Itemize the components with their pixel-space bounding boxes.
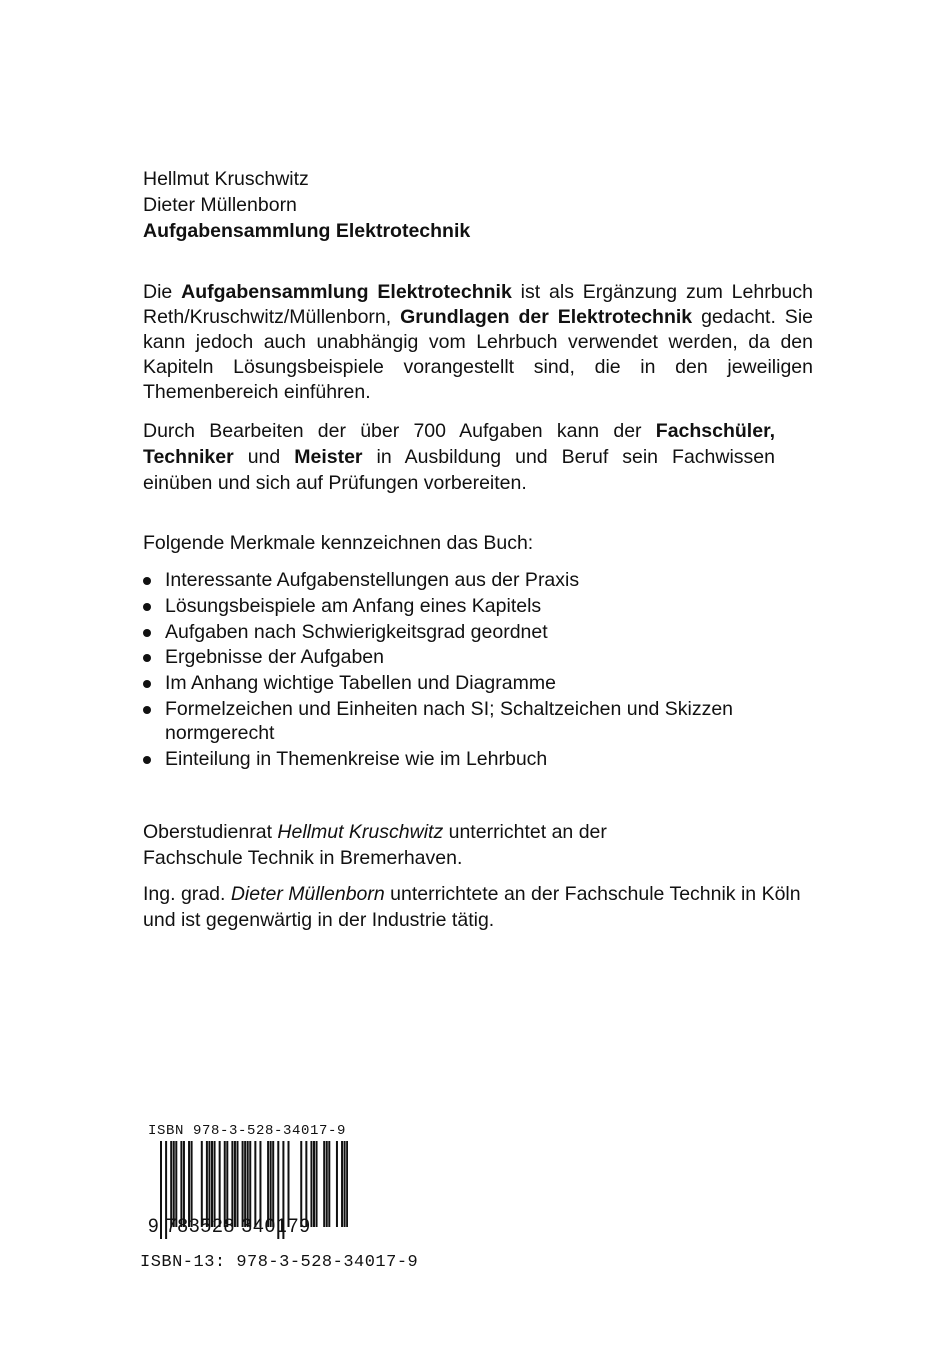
barcode-bar [219, 1141, 221, 1227]
isbn-label: ISBN 978-3-528-34017-9 [148, 1123, 347, 1139]
bullet-icon [143, 603, 151, 611]
list-item: Einteilung in Themenkreise wie im Lehrbuch [143, 747, 803, 771]
barcode-bar [247, 1141, 249, 1227]
list-item: Ergebnisse der Aufgaben [143, 645, 803, 669]
list-item: Formelzeichen und Einheiten nach SI; Schaltzeichen und Skizzen normgerecht [143, 697, 785, 745]
barcode-bar [206, 1141, 208, 1227]
barcode-bar [191, 1141, 193, 1227]
barcode-bar [201, 1141, 203, 1227]
author-bio: Ing. grad. Dieter Müllenborn unterrichtete an der Fachschule Technik in Köln und ist gegenwärtig in der Industrie tätig. [143, 883, 801, 931]
author-name: Hellmut Kruschwitz [143, 168, 309, 190]
book-title: Aufgabensammlung Elektrotechnik [143, 220, 471, 242]
barcode-bar [310, 1141, 312, 1227]
barcode-bar [208, 1141, 210, 1227]
barcode-bar [316, 1141, 318, 1227]
author-name: Dieter Müllenborn [143, 194, 297, 216]
features-list [143, 568, 803, 773]
barcode-bar [242, 1141, 244, 1227]
barcode-bar [272, 1141, 274, 1227]
bullet-icon [143, 680, 151, 688]
bullet-icon [143, 654, 151, 662]
barcode-bar [288, 1141, 290, 1227]
barcode-bar [328, 1141, 330, 1227]
author-bio: Oberstudienrat Hellmut Kruschwitz unterrichtet an der Fachschule Technik in Bremerhaven. [143, 821, 607, 869]
barcode-bar [234, 1141, 236, 1227]
barcode-bar [305, 1141, 307, 1227]
list-item: Interessante Aufgabenstellungen aus der Praxis [143, 568, 803, 592]
barcode-bar [344, 1141, 346, 1227]
barcode-bar [270, 1141, 272, 1227]
barcode-digits: 9 783528 340179 [148, 1216, 311, 1237]
barcode-bar [231, 1141, 233, 1227]
barcode-bar [170, 1141, 172, 1227]
book-title-ref: Aufgabensammlung Elektrotechnik [181, 281, 512, 303]
barcode-bar [323, 1141, 325, 1227]
barcode-bar [214, 1141, 216, 1227]
list-item: Lösungsbeispiele am Anfang eines Kapitels [143, 594, 803, 618]
barcode-bar [259, 1141, 261, 1227]
barcode-bar [267, 1141, 269, 1227]
barcode-bar [183, 1141, 185, 1227]
barcode-bar [254, 1141, 256, 1227]
barcode-bar [336, 1141, 338, 1227]
features-heading: Folgende Merkmale kennzeichnen das Buch: [143, 532, 534, 554]
barcode-bar [346, 1141, 348, 1227]
list-item: Im Anhang wichtige Tabellen und Diagramme [143, 671, 803, 695]
barcode-bar [313, 1141, 315, 1227]
purpose-paragraph: Durch Bearbeiten der über 700 Aufgaben kann der Fachschüler, Techniker und Meister in Ausbildung und Beruf sein Fachwissen einüben und sich auf Prüfungen vorbereiten. [143, 420, 775, 494]
bullet-icon [143, 706, 151, 714]
bullet-icon [143, 629, 151, 637]
bullet-icon [143, 577, 151, 585]
barcode-bar [300, 1141, 302, 1227]
bullet-icon [143, 756, 151, 764]
isbn-13-label: ISBN-13: 978-3-528-34017-9 [140, 1253, 419, 1272]
barcode-bar [226, 1141, 228, 1227]
barcode-bar [173, 1141, 175, 1227]
list-item: Aufgaben nach Schwierigkeitsgrad geordnet [143, 620, 803, 644]
barcode-bar [326, 1141, 328, 1227]
barcode-bar [244, 1141, 246, 1227]
barcode-bar [175, 1141, 177, 1227]
author-block [143, 166, 823, 244]
barcode-bar [188, 1141, 190, 1227]
barcode-bar [211, 1141, 213, 1227]
barcode-bar [341, 1141, 343, 1227]
barcode-bar [237, 1141, 239, 1227]
textbook-title-ref: Grundlagen der Elektrotechnik [400, 306, 693, 328]
intro-paragraph: Die Aufgabensammlung Elektrotechnik ist als Ergänzung zum Lehrbuch Reth/Kruschwitz/Müllenborn, Grundlagen der Elektrotechnik gedacht. Sie kann jedoch auch unabhängig vom Lehrbuch verwendet werden, da den Kapiteln Lösungsbeispiele vorangestellt sind, die in den jeweiligen Themenbereich einführen. [143, 281, 813, 403]
barcode-bar [224, 1141, 226, 1227]
barcode-bar [249, 1141, 251, 1227]
barcode-bar [180, 1141, 182, 1227]
barcode [148, 1123, 368, 1239]
